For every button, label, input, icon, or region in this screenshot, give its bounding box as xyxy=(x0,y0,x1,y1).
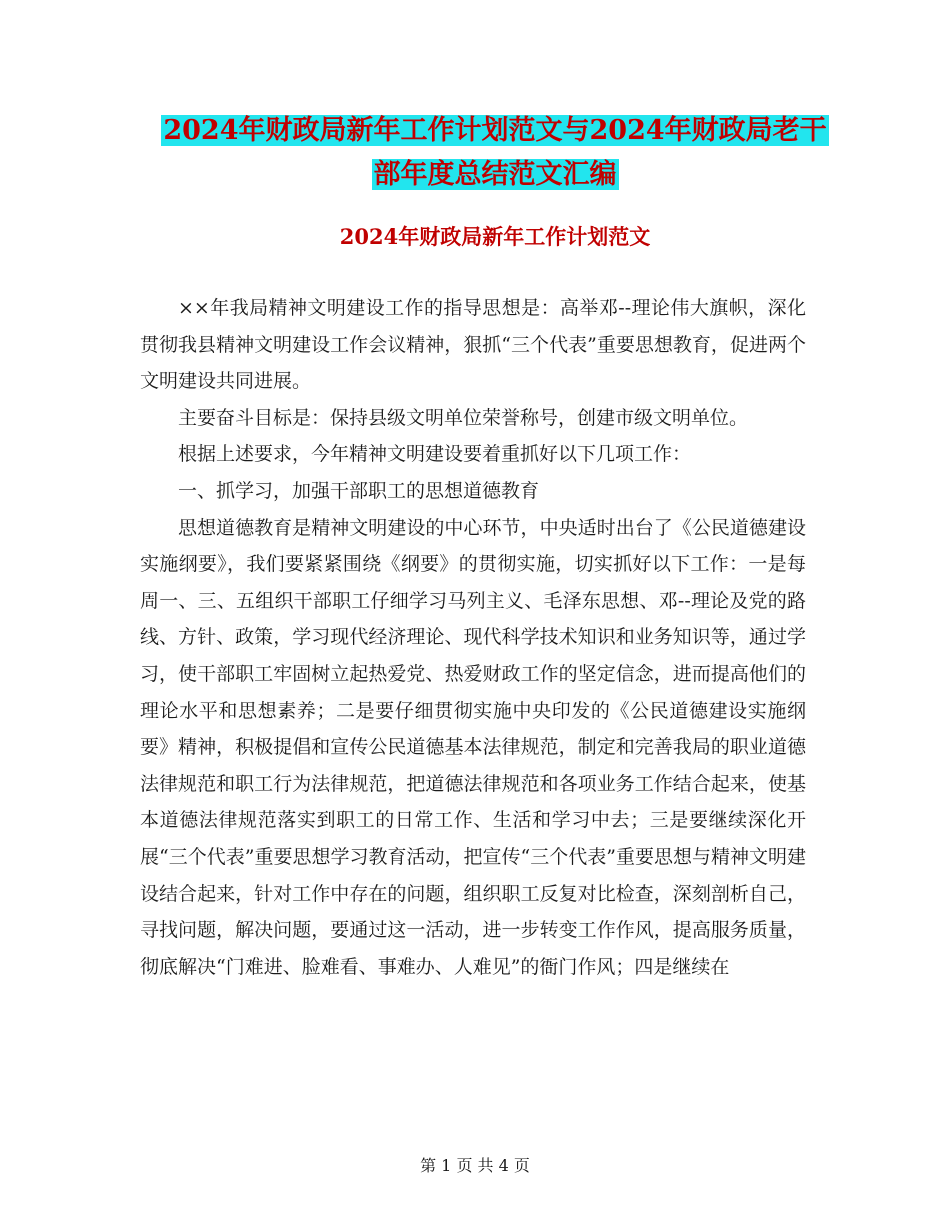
document-body xyxy=(140,290,806,985)
section-title: 2024年财政局新年工作计划范文 xyxy=(339,224,651,249)
paragraph: ××年我局精神文明建设工作的指导思想是：高举邓--理论伟大旗帜，深化贯彻我县精神文明建设工作会议精神，狠抓“三个代表”重要思想教育，促进两个文明建设共同进展。 xyxy=(140,297,806,393)
page-number-footer: 第 1 页 共 4 页 xyxy=(420,1156,530,1175)
paragraph: 思想道德教育是精神文明建设的中心环节，中央适时出台了《公民道德建设实施纲要》，我们要紧紧围绕《纲要》的贯彻实施，切实抓好以下工作：一是每周一、三、五组织干部职工仔细学习马列主义、毛泽东思想、邓--理论及党的路线、方针、政策，学习现代经济理论、现代科学技术知识和业务知识等，通过学习，使干部职工牢固树立起热爱党、热爱财政工作的坚定信念，进而提高他们的理论水平和思想素养；二是要仔细贯彻实施中央印发的《公民道德建设实施纲要》精神，积极提倡和宣传公民道德基本法律规范，制定和完善我局的职业道德法律规范和职工行为法律规范，把道德法律规范和各项业务工作结合起来，使基本道德法律规范落实到职工的日常工作、生活和学习中去；三是要继续深化开展“三个代表”重要思想学习教育活动，把宣传“三个代表”重要思想与精神文明建设结合起来，针对工作中存在的问题，组织职工反复对比检查，深刻剖析自己，寻找问题，解决问题，要通过这一活动，进一步转变工作作风，提高服务质量，彻底解决“门难进、脸难看、事难办、人难见”的衙门作风；四是继续在 xyxy=(140,516,806,978)
document-title-line-1 xyxy=(140,108,850,154)
document-title-line-2 xyxy=(140,152,850,198)
paragraph: 主要奋斗目标是：保持县级文明单位荣誉称号，创建市级文明单位。 xyxy=(178,406,749,429)
paragraph: 根据上述要求，今年精神文明建设要着重抓好以下几项工作： xyxy=(178,443,692,466)
paragraph: 一、抓学习，加强干部职工的思想道德教育 xyxy=(178,479,540,502)
title-highlight: 2024年财政局新年工作计划范文与2024年财政局老干 xyxy=(163,115,827,146)
title-highlight: 部年度总结范文汇编 xyxy=(373,159,617,190)
